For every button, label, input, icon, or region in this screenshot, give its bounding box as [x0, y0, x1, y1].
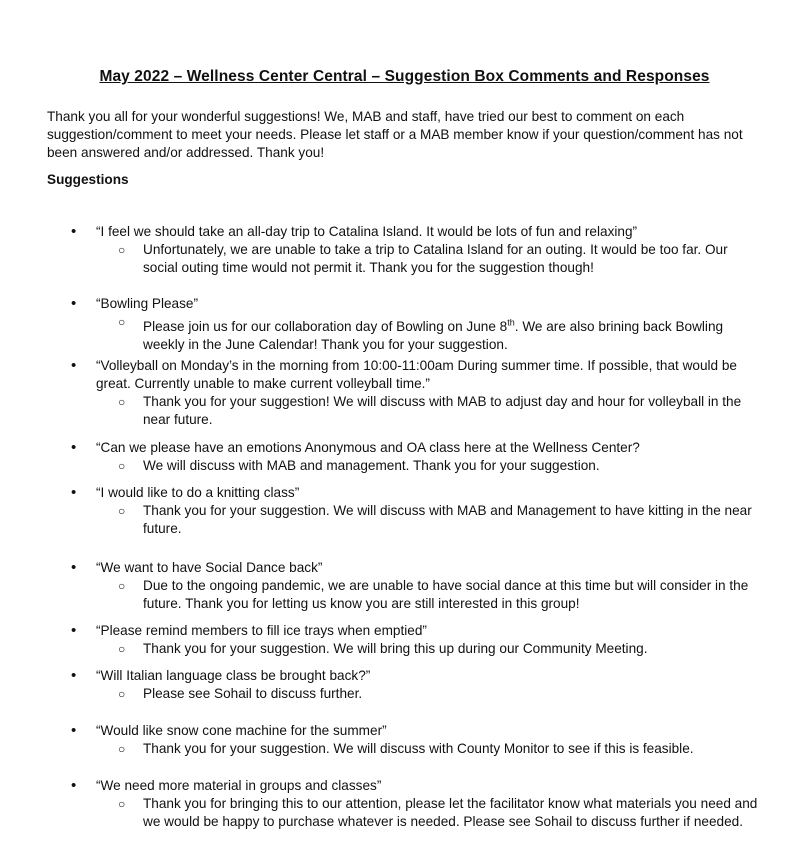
response-text: Please join us for our collaboration day of Bowling on June 8th. We are also brining back Bowling weekly in the June Calendar! Thank you for your suggestion. [143, 317, 724, 352]
bullet-icon: • [71, 357, 77, 374]
suggestion-text: “Would like snow cone machine for the summer” [96, 723, 387, 738]
response-text: Thank you for bringing this to our attention, please let the facilitator know what materials you need and we would be happy to purchase whatever is needed. Please see Sohail to discuss further if needed. [143, 796, 758, 829]
section-heading: Suggestions [47, 172, 129, 187]
suggestion-text: “We need more material in groups and classes” [96, 778, 382, 793]
sub-bullet-icon: ○ [118, 579, 126, 593]
response-text: Thank you for your suggestion! We will discuss with MAB to adjust day and hour for volleyball in the near future. [143, 394, 742, 427]
suggestion-item [0, 777, 809, 831]
suggestion-text: “Volleyball on Monday’s in the morning from 10:00-11:00am During summer time. If possible, that would be great. Currently unable to make current volleyball time.” [96, 358, 737, 391]
suggestion-item [0, 295, 809, 354]
bullet-icon: • [71, 439, 77, 456]
response-text: Thank you for your suggestion. We will bring this up during our Community Meeting. [143, 641, 648, 656]
suggestion-item [0, 622, 809, 658]
bullet-icon: • [71, 667, 77, 684]
sub-bullet-icon: ○ [118, 687, 126, 701]
bullet-icon: • [71, 777, 77, 794]
suggestion-item [0, 559, 809, 613]
sub-bullet-icon: ○ [118, 459, 126, 473]
bullet-icon: • [71, 622, 77, 639]
suggestion-text: “I would like to do a knitting class” [96, 485, 300, 500]
sub-bullet-icon: ○ [118, 315, 126, 329]
bullet-icon: • [71, 484, 77, 501]
sub-bullet-icon: ○ [118, 642, 126, 656]
sub-bullet-icon: ○ [118, 742, 126, 756]
suggestion-item [0, 357, 809, 429]
suggestion-text: “Please remind members to fill ice trays when emptied” [96, 623, 427, 638]
document-title: May 2022 – Wellness Center Central – Suggestion Box Comments and Responses [99, 68, 710, 85]
suggestion-text: “Can we please have an emotions Anonymous and OA class here at the Wellness Center? [96, 440, 640, 455]
bullet-icon: • [71, 722, 77, 739]
sub-bullet-icon: ○ [118, 243, 126, 257]
suggestion-item [0, 484, 809, 538]
response-text: Unfortunately, we are unable to take a trip to Catalina Island for an outing. It would be too far. Our social outing time would not permit it. Thank you for the suggestion though! [143, 242, 728, 275]
bullet-icon: • [71, 295, 77, 312]
suggestion-item [0, 223, 809, 277]
suggestion-item [0, 667, 809, 703]
response-text: We will discuss with MAB and management. Thank you for your suggestion. [143, 458, 600, 473]
response-text: Thank you for your suggestion. We will discuss with MAB and Management to have kitting in the near future. [143, 503, 752, 536]
intro-paragraph: Thank you all for your wonderful suggestions! We, MAB and staff, have tried our best to comment on each suggestion/comment to meet your needs. Please let staff or a MAB member know if your question/comment has not been answered and/or addressed. Thank you! [47, 109, 743, 160]
sub-bullet-icon: ○ [118, 504, 126, 518]
response-text: Due to the ongoing pandemic, we are unable to have social dance at this time but will consider in the future. Thank you for letting us know you are still interested in this group! [143, 578, 749, 611]
sub-bullet-icon: ○ [118, 797, 126, 811]
suggestion-text: “We want to have Social Dance back” [96, 560, 323, 575]
bullet-icon: • [71, 223, 77, 240]
sub-bullet-icon: ○ [118, 395, 126, 409]
bullet-icon: • [71, 559, 77, 576]
suggestion-text: “Bowling Please” [96, 296, 198, 311]
suggestion-text: “Will Italian language class be brought back?” [96, 668, 371, 683]
suggestion-text: “I feel we should take an all-day trip to Catalina Island. It would be lots of fun and relaxing” [96, 224, 638, 239]
response-text: Thank you for your suggestion. We will discuss with County Monitor to see if this is feasible. [143, 741, 694, 756]
response-text: Please see Sohail to discuss further. [143, 686, 363, 701]
suggestion-item [0, 439, 809, 475]
suggestion-item [0, 722, 809, 758]
